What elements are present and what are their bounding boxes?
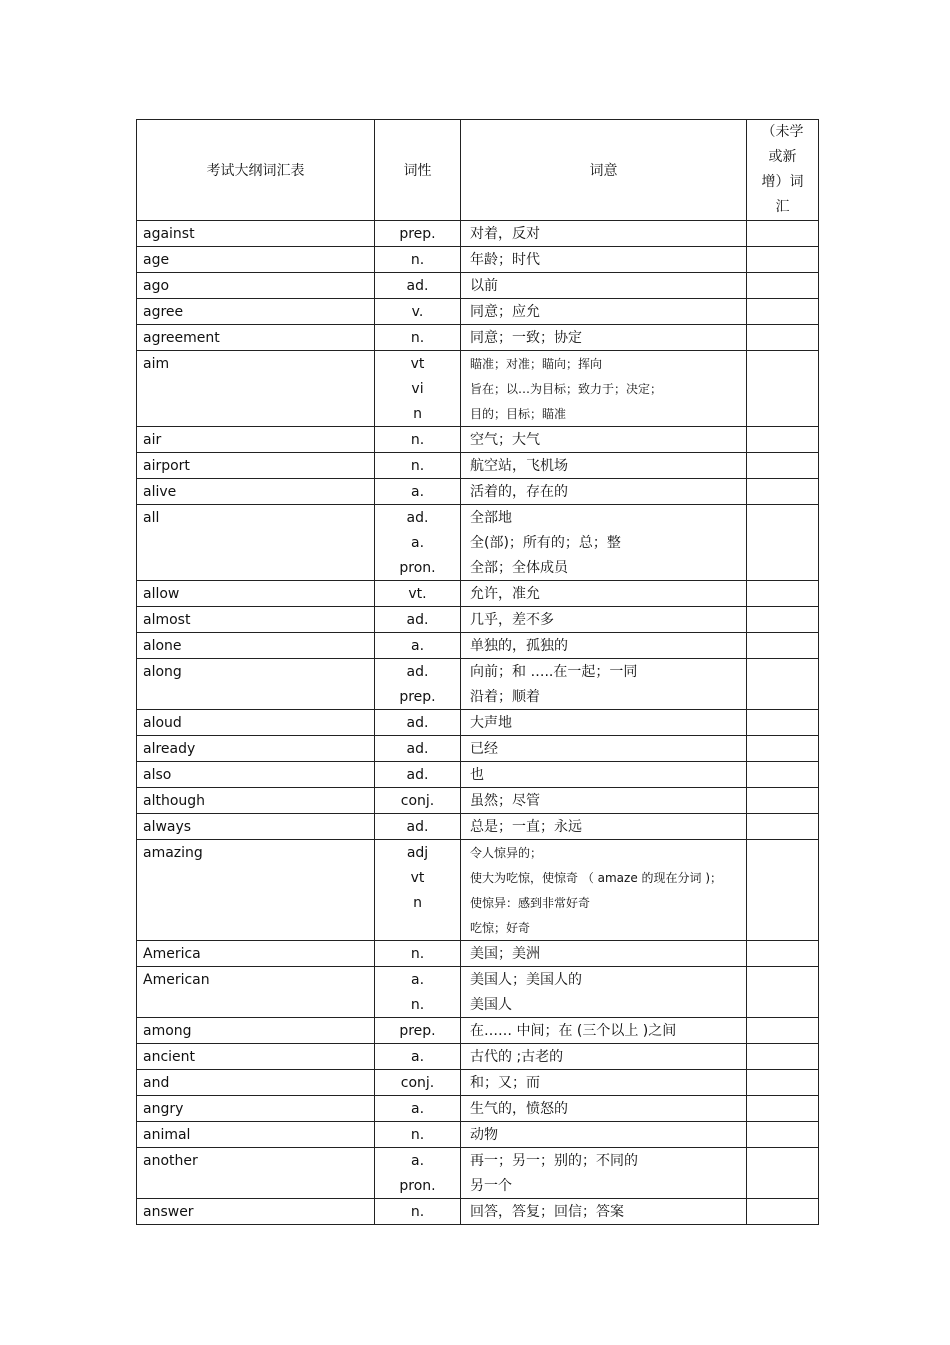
- meaning-text: 生气的，愤怒的: [470, 1101, 568, 1117]
- header-note-line: 增）词: [761, 174, 804, 190]
- meaning-cell: [461, 788, 747, 814]
- pos-text: conj.: [400, 793, 435, 809]
- header-meaning: 词意: [461, 120, 747, 221]
- header-word: 考试大纲词汇表: [137, 120, 375, 221]
- pos-cell: [375, 659, 461, 710]
- word-cell: [137, 273, 375, 299]
- meaning-cell: [461, 325, 747, 351]
- table-row: [137, 1070, 819, 1096]
- table-row: [137, 1018, 819, 1044]
- word-text: ancient: [143, 1049, 196, 1065]
- meaning-cell: [461, 1018, 747, 1044]
- note-cell: [747, 479, 819, 505]
- meaning-text: 同意；应允: [470, 304, 540, 320]
- note-cell: [747, 505, 819, 581]
- table-row: [137, 659, 819, 710]
- pos-text: v.: [411, 304, 424, 320]
- pos-text: a.: [410, 535, 425, 551]
- meaning-cell: [461, 427, 747, 453]
- meaning-text: 向前；和 …..在一起；一同: [470, 664, 638, 680]
- word-text: agree: [143, 304, 184, 320]
- header-note: [747, 120, 819, 221]
- pos-text: pron.: [399, 560, 436, 576]
- pos-cell: [375, 453, 461, 479]
- table-row: [137, 967, 819, 1018]
- meaning-cell: [461, 1199, 747, 1225]
- word-text: already: [143, 741, 196, 757]
- note-cell: [747, 814, 819, 840]
- meaning-text: 动物: [470, 1127, 498, 1143]
- word-text: answer: [143, 1204, 194, 1220]
- pos-text: vt: [410, 870, 425, 886]
- word-text: almost: [143, 612, 191, 628]
- table-row: [137, 427, 819, 453]
- note-cell: [747, 736, 819, 762]
- pos-cell: [375, 581, 461, 607]
- meaning-cell: [461, 453, 747, 479]
- pos-text: n: [413, 895, 422, 911]
- meaning-text: 旨在；以…为目标；致力于；决定；: [470, 382, 663, 396]
- pos-text: prep.: [399, 1023, 436, 1039]
- word-cell: [137, 581, 375, 607]
- word-text: along: [143, 664, 182, 680]
- pos-cell: [375, 967, 461, 1018]
- meaning-text: 同意；一致；协定: [470, 330, 582, 346]
- meaning-text: 美国；美洲: [470, 946, 540, 962]
- note-cell: [747, 788, 819, 814]
- meaning-text: 空气；大气: [470, 432, 540, 448]
- meaning-text: 令人惊异的；: [470, 846, 543, 860]
- word-text: amazing: [143, 845, 203, 861]
- pos-cell: [375, 505, 461, 581]
- pos-text: a.: [410, 1101, 425, 1117]
- pos-cell: [375, 840, 461, 941]
- meaning-text: 再一；另一；别的；不同的: [470, 1153, 638, 1169]
- pos-text: a.: [410, 1049, 425, 1065]
- meaning-text: 全部；全体成员: [470, 560, 568, 576]
- table-row: [137, 788, 819, 814]
- meaning-cell: [461, 607, 747, 633]
- meaning-text: 允许，准允: [470, 586, 540, 602]
- word-text: air: [143, 432, 162, 448]
- word-cell: [137, 633, 375, 659]
- header-pos: 词性: [375, 120, 461, 221]
- meaning-cell: [461, 479, 747, 505]
- table-row: [137, 325, 819, 351]
- word-cell: [137, 788, 375, 814]
- vocabulary-table: [136, 119, 819, 1225]
- pos-text: ad.: [406, 664, 429, 680]
- table-row: [137, 710, 819, 736]
- pos-text: ad.: [406, 278, 429, 294]
- meaning-cell: [461, 351, 747, 427]
- word-cell: [137, 427, 375, 453]
- table-row: [137, 762, 819, 788]
- meaning-cell: [461, 736, 747, 762]
- word-text: aloud: [143, 715, 182, 731]
- pos-text: ad.: [406, 715, 429, 731]
- note-cell: [747, 351, 819, 427]
- meaning-cell: [461, 967, 747, 1018]
- word-text: all: [143, 510, 160, 526]
- meaning-text: 古代的 ;古老的: [470, 1049, 564, 1065]
- pos-cell: [375, 221, 461, 247]
- note-cell: [747, 299, 819, 325]
- word-cell: [137, 607, 375, 633]
- word-text: another: [143, 1153, 198, 1169]
- meaning-text: 美国人: [470, 997, 512, 1013]
- meaning-cell: [461, 273, 747, 299]
- meaning-cell: [461, 581, 747, 607]
- meaning-cell: [461, 1096, 747, 1122]
- pos-text: n.: [410, 997, 425, 1013]
- word-cell: [137, 762, 375, 788]
- word-cell: [137, 736, 375, 762]
- pos-cell: [375, 1044, 461, 1070]
- note-cell: [747, 1096, 819, 1122]
- meaning-text: 沿着；顺着: [470, 689, 540, 705]
- word-cell: [137, 299, 375, 325]
- pos-text: a.: [410, 1153, 425, 1169]
- pos-text: ad.: [406, 510, 429, 526]
- meaning-text: 大声地: [470, 715, 512, 731]
- meaning-text: 使惊异：感到非常好奇: [470, 896, 591, 910]
- note-cell: [747, 967, 819, 1018]
- meaning-text: 回答，答复；回信；答案: [470, 1204, 624, 1220]
- pos-text: n.: [410, 1204, 425, 1220]
- meaning-cell: [461, 1148, 747, 1199]
- pos-text: vi: [411, 381, 424, 397]
- word-cell: [137, 1070, 375, 1096]
- pos-text: ad.: [406, 612, 429, 628]
- pos-cell: [375, 633, 461, 659]
- word-text: always: [143, 819, 192, 835]
- table-row: [137, 1096, 819, 1122]
- table-row: [137, 1148, 819, 1199]
- pos-cell: [375, 299, 461, 325]
- table-row: [137, 1122, 819, 1148]
- word-text: ago: [143, 278, 170, 294]
- word-text: American: [143, 972, 210, 988]
- word-text: alive: [143, 484, 177, 500]
- header-note-line: （未学: [761, 124, 804, 140]
- pos-text: n.: [410, 330, 425, 346]
- meaning-cell: [461, 814, 747, 840]
- pos-cell: [375, 1122, 461, 1148]
- note-cell: [747, 273, 819, 299]
- meaning-text: 在…… 中间；在 (三个以上 )之间: [470, 1023, 677, 1039]
- pos-cell: [375, 788, 461, 814]
- word-text: aim: [143, 356, 170, 372]
- pos-text: prep.: [399, 689, 436, 705]
- meaning-text: 和；又；而: [470, 1075, 540, 1091]
- word-cell: [137, 1199, 375, 1225]
- pos-text: ad.: [406, 741, 429, 757]
- word-text: animal: [143, 1127, 191, 1143]
- word-cell: [137, 1096, 375, 1122]
- pos-cell: [375, 325, 461, 351]
- note-cell: [747, 1070, 819, 1096]
- word-text: among: [143, 1023, 192, 1039]
- meaning-cell: [461, 659, 747, 710]
- meaning-text: 也: [470, 767, 484, 783]
- meaning-cell: [461, 633, 747, 659]
- word-cell: [137, 1122, 375, 1148]
- table-row: [137, 581, 819, 607]
- word-cell: [137, 221, 375, 247]
- table-row: [137, 479, 819, 505]
- table-row: [137, 299, 819, 325]
- table-row: [137, 814, 819, 840]
- word-cell: [137, 351, 375, 427]
- meaning-text: 全部地: [470, 510, 512, 526]
- word-text: agreement: [143, 330, 220, 346]
- pos-cell: [375, 710, 461, 736]
- note-cell: [747, 1018, 819, 1044]
- pos-text: ad.: [406, 819, 429, 835]
- meaning-cell: [461, 710, 747, 736]
- pos-cell: [375, 351, 461, 427]
- meaning-cell: [461, 1122, 747, 1148]
- note-cell: [747, 941, 819, 967]
- word-text: age: [143, 252, 170, 268]
- table-row: [137, 221, 819, 247]
- meaning-cell: [461, 299, 747, 325]
- pos-text: vt: [410, 356, 425, 372]
- note-cell: [747, 840, 819, 941]
- pos-text: ad.: [406, 767, 429, 783]
- note-cell: [747, 325, 819, 351]
- note-cell: [747, 607, 819, 633]
- meaning-cell: [461, 1070, 747, 1096]
- pos-text: n.: [410, 946, 425, 962]
- pos-text: a.: [410, 638, 425, 654]
- note-cell: [747, 1044, 819, 1070]
- pos-cell: [375, 1148, 461, 1199]
- meaning-text: 年龄；时代: [470, 252, 540, 268]
- meaning-text: 瞄准；对准；瞄向；挥向: [470, 357, 603, 371]
- meaning-text: 另一个: [470, 1178, 512, 1194]
- table-row: [137, 453, 819, 479]
- word-text: America: [143, 946, 201, 962]
- note-cell: [747, 453, 819, 479]
- word-cell: [137, 247, 375, 273]
- table-row: [137, 840, 819, 941]
- meaning-text: 对着，反对: [470, 226, 540, 242]
- note-cell: [747, 710, 819, 736]
- pos-cell: [375, 1070, 461, 1096]
- table-row: [137, 736, 819, 762]
- meaning-cell: [461, 762, 747, 788]
- pos-cell: [375, 941, 461, 967]
- pos-cell: [375, 762, 461, 788]
- word-cell: [137, 1148, 375, 1199]
- table-row: [137, 1199, 819, 1225]
- word-text: allow: [143, 586, 180, 602]
- pos-text: n.: [410, 252, 425, 268]
- word-cell: [137, 1044, 375, 1070]
- word-cell: [137, 479, 375, 505]
- pos-cell: [375, 1096, 461, 1122]
- table-row: [137, 1044, 819, 1070]
- meaning-text: 全(部)；所有的；总；整: [470, 535, 621, 551]
- word-cell: [137, 967, 375, 1018]
- table-row: [137, 505, 819, 581]
- pos-text: pron.: [399, 1178, 436, 1194]
- meaning-text: 以前: [470, 278, 498, 294]
- meaning-cell: [461, 247, 747, 273]
- meaning-text: 航空站，飞机场: [470, 458, 568, 474]
- meaning-cell: [461, 840, 747, 941]
- pos-text: conj.: [400, 1075, 435, 1091]
- note-cell: [747, 659, 819, 710]
- pos-cell: [375, 273, 461, 299]
- word-cell: [137, 710, 375, 736]
- word-text: and: [143, 1075, 170, 1091]
- table-row: [137, 633, 819, 659]
- pos-cell: [375, 814, 461, 840]
- table-row: [137, 351, 819, 427]
- pos-text: n.: [410, 432, 425, 448]
- meaning-cell: [461, 941, 747, 967]
- table-header-row: [137, 120, 819, 221]
- word-cell: [137, 505, 375, 581]
- note-cell: [747, 247, 819, 273]
- pos-cell: [375, 1018, 461, 1044]
- word-text: against: [143, 226, 195, 242]
- note-cell: [747, 221, 819, 247]
- note-cell: [747, 633, 819, 659]
- header-note-line: 或新: [768, 149, 797, 165]
- table-row: [137, 941, 819, 967]
- pos-text: n.: [410, 1127, 425, 1143]
- meaning-text: 吃惊；好奇: [470, 921, 531, 935]
- word-cell: [137, 453, 375, 479]
- pos-text: prep.: [399, 226, 436, 242]
- pos-text: n.: [410, 458, 425, 474]
- pos-text: a.: [410, 484, 425, 500]
- word-text: alone: [143, 638, 182, 654]
- word-text: airport: [143, 458, 190, 474]
- pos-cell: [375, 607, 461, 633]
- pos-cell: [375, 736, 461, 762]
- meaning-text: 使大为吃惊，使惊奇 （ amaze 的现在分词 )；: [470, 871, 723, 885]
- header-note-line: 汇: [775, 199, 790, 215]
- table-row: [137, 607, 819, 633]
- word-text: also: [143, 767, 172, 783]
- pos-cell: [375, 479, 461, 505]
- meaning-text: 总是；一直；永远: [470, 819, 582, 835]
- meaning-text: 目的；目标；瞄准: [470, 407, 567, 421]
- meaning-cell: [461, 1044, 747, 1070]
- pos-cell: [375, 247, 461, 273]
- pos-text: vt.: [408, 586, 427, 602]
- word-text: although: [143, 793, 206, 809]
- note-cell: [747, 427, 819, 453]
- note-cell: [747, 581, 819, 607]
- pos-cell: [375, 1199, 461, 1225]
- table-row: [137, 273, 819, 299]
- word-text: angry: [143, 1101, 184, 1117]
- meaning-text: 美国人；美国人的: [470, 972, 582, 988]
- meaning-text: 几乎，差不多: [470, 612, 554, 628]
- meaning-text: 活着的，存在的: [470, 484, 568, 500]
- meaning-cell: [461, 505, 747, 581]
- pos-text: a.: [410, 972, 425, 988]
- note-cell: [747, 762, 819, 788]
- word-cell: [137, 325, 375, 351]
- word-cell: [137, 659, 375, 710]
- meaning-text: 虽然；尽管: [470, 793, 540, 809]
- pos-text: adj: [406, 845, 429, 861]
- pos-text: n: [413, 406, 422, 422]
- table-row: [137, 247, 819, 273]
- word-cell: [137, 1018, 375, 1044]
- pos-cell: [375, 427, 461, 453]
- word-cell: [137, 840, 375, 941]
- meaning-text: 已经: [470, 741, 498, 757]
- note-cell: [747, 1148, 819, 1199]
- meaning-cell: [461, 221, 747, 247]
- note-cell: [747, 1122, 819, 1148]
- word-cell: [137, 941, 375, 967]
- word-cell: [137, 814, 375, 840]
- note-cell: [747, 1199, 819, 1225]
- meaning-text: 单独的，孤独的: [470, 638, 568, 654]
